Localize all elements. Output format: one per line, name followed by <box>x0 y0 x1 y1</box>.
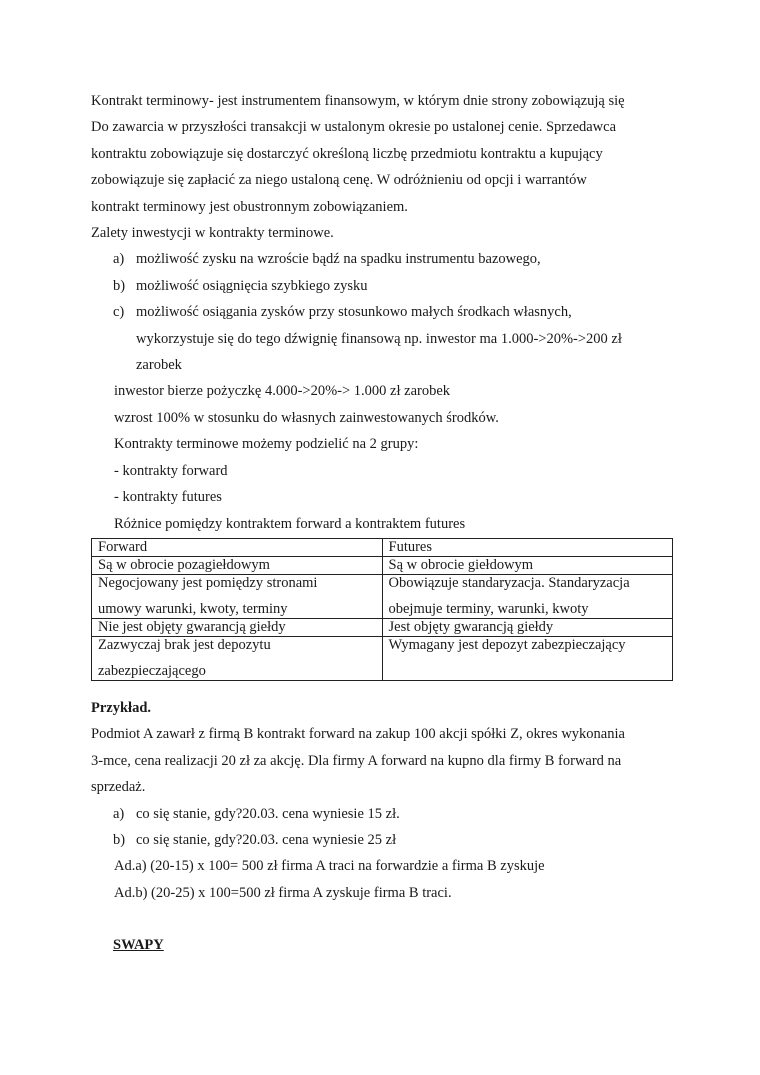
table-cell-forward: Nie jest objęty gwarancją giełdy <box>92 618 383 636</box>
list-item <box>91 273 681 299</box>
list-item <box>91 299 681 378</box>
answer-line: Ad.b) (20-25) x 100=500 zł firma A zyskuje firma B traci. <box>114 884 452 901</box>
indented-line: inwestor bierze pożyczkę 4.000->20%-> 1.000 zł zarobek <box>114 383 451 400</box>
example-line: Podmiot A zawarł z firmą B kontrakt forward na zakup 100 akcji spółki Z, okres wykonania <box>91 726 625 743</box>
list-marker: b) <box>113 277 126 294</box>
section-heading: SWAPY <box>113 937 164 954</box>
intro-line: kontraktu zobowiązuje się dostarczyć określoną liczbę przedmiotu kontraktu a kupujący <box>91 145 603 162</box>
indented-line: - kontrakty forward <box>114 462 228 479</box>
table-row <box>92 636 673 680</box>
example-line: sprzedaż. <box>91 779 146 796</box>
comparison-table <box>91 538 673 681</box>
list-marker: a) <box>113 805 125 822</box>
list-item-text: możliwość osiągania zysków przy stosunkowo małych środkach własnych, <box>136 304 572 321</box>
table-cell-futures: Jest objęty gwarancją giełdy <box>382 618 673 636</box>
example-line: 3-mce, cena realizacji 20 zł za akcję. Dla firmy A forward na kupno dla firmy B forward na <box>91 752 622 769</box>
table-row <box>92 618 673 636</box>
table-cell-futures: Obowiązuje standaryzacja. Standaryzacja obejmuje terminy, warunki, kwoty <box>382 574 673 618</box>
list-item-text: co się stanie, gdy?20.03. cena wyniesie 25 zł <box>136 831 397 848</box>
advantages-list <box>91 246 681 378</box>
list-item-text: zarobek <box>136 357 182 374</box>
example-heading: Przykład. <box>91 699 152 716</box>
indented-line: - kontrakty futures <box>114 489 222 506</box>
table-cell-futures: Są w obrocie giełdowym <box>382 556 673 574</box>
list-item <box>91 801 681 827</box>
table-cell-futures: Futures <box>382 538 673 556</box>
answers <box>91 853 681 906</box>
intro-line: zobowiązuje się zapłacić za niego ustaloną cenę. W odróżnieniu od opcji i warrantów <box>91 172 587 189</box>
table-row <box>92 538 673 556</box>
intro-line: Do zawarcia w przyszłości transakcji w ustalonym okresie po ustalonej cenie. Sprzedawca <box>91 119 617 136</box>
table-row <box>92 556 673 574</box>
list-marker: a) <box>113 251 125 268</box>
indented-line: Kontrakty terminowe możemy podzielić na 2 grupy: <box>114 436 419 453</box>
table-cell-futures: Wymagany jest depozyt zabezpieczający <box>382 636 673 680</box>
intro-line: Kontrakt terminowy- jest instrumentem finansowym, w którym dnie strony zobowiązują się <box>91 93 625 109</box>
list-item-text: możliwość zysku na wzroście bądź na spadku instrumentu bazowego, <box>136 251 541 268</box>
list-marker: c) <box>113 304 125 321</box>
table-cell-forward: Forward <box>92 538 383 556</box>
list-item-text: wykorzystuje się do tego dźwignię finansową np. inwestor ma 1.000->20%->200 zł <box>136 330 622 347</box>
list-item <box>91 246 681 272</box>
table-cell-forward: Negocjowany jest pomiędzy stronami umowy warunki, kwoty, terminy <box>92 574 383 618</box>
example-questions <box>91 801 681 854</box>
table-cell-forward: Zazwyczaj brak jest depozytu zabezpieczającego <box>92 636 383 680</box>
indented-line: wzrost 100% w stosunku do własnych zainwestowanych środków. <box>114 409 499 426</box>
document-page <box>91 88 681 959</box>
list-marker: b) <box>113 831 126 848</box>
indented-line: Różnice pomiędzy kontraktem forward a kontraktem futures <box>114 515 466 532</box>
table-cell-forward: Są w obrocie pozagiełdowym <box>92 556 383 574</box>
indented-block <box>91 378 681 536</box>
list-item-text: możliwość osiągnięcia szybkiego zysku <box>136 277 368 294</box>
list-item-text: co się stanie, gdy?20.03. cena wyniesie 15 zł. <box>136 805 400 822</box>
intro-paragraph <box>91 88 681 220</box>
list-item <box>91 827 681 853</box>
answer-line: Ad.a) (20-15) x 100= 500 zł firma A traci na forwardzie a firma B zyskuje <box>114 858 545 875</box>
advantages-heading: Zalety inwestycji w kontrakty terminowe. <box>91 225 334 242</box>
intro-line: kontrakt terminowy jest obustronnym zobowiązaniem. <box>91 198 408 215</box>
example-paragraph <box>91 721 681 800</box>
table-row <box>92 574 673 618</box>
